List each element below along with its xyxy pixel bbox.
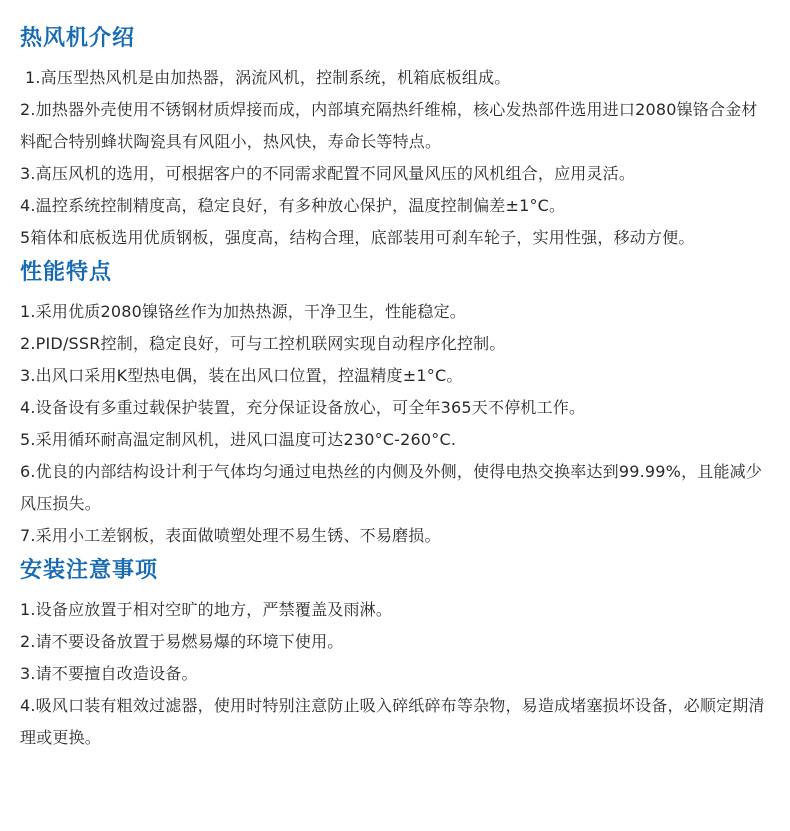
list-item: 3.出风口采用K型热电偶，装在出风口位置，控温精度±1°C。: [20, 366, 463, 385]
list-item: 2.加热器外壳使用不锈钢材质焊接而成，内部填充隔热纤维棉，核心发热部件选用进口2080镍铬合金材料配合特别蜂状陶瓷具有风阻小，热风快，寿命长等特点。: [20, 100, 758, 151]
list-item: 1.设备应放置于相对空旷的地方，严禁覆盖及雨淋。: [20, 600, 393, 619]
installation-notes-list: [20, 594, 768, 754]
list-item: 1.高压型热风机是由加热器，涡流风机，控制系统，机箱底板组成。: [25, 68, 511, 87]
list-item: 5.采用循环耐高温定制风机，进风口温度可达230°C-260°C.: [20, 430, 457, 449]
list-item: 2.PID/SSR控制，稳定良好，可与工控机联网实现自动程序化控制。: [20, 334, 506, 353]
section-introduction: [20, 22, 768, 254]
list-item: 7.采用小工差钢板，表面做喷塑处理不易生锈、不易磨损。: [20, 526, 441, 545]
section-title-features: 性能特点: [20, 260, 113, 285]
list-item: 4.吸风口装有粗效过滤器，使用时特别注意防止吸入碎纸碎布等杂物，易造成堵塞损坏设备，必顺定期清理或更换。: [20, 696, 765, 747]
introduction-list: [20, 62, 768, 254]
list-item: 6.优良的内部结构设计利于气体均匀通过电热丝的内侧及外侧，使得电热交换率达到99.99%，且能减少风压损失。: [20, 462, 763, 513]
list-item: 4.设备设有多重过载保护装置，充分保证设备放心，可全年365天不停机工作。: [20, 398, 586, 417]
list-item: 4.温控系统控制精度高，稳定良好，有多种放心保护，温度控制偏差±1°C。: [20, 196, 566, 215]
section-title-introduction: 热风机介绍: [20, 26, 136, 51]
section-installation-notes: [20, 554, 768, 754]
features-list: [20, 296, 768, 552]
list-item: 3.请不要擅自改造设备。: [20, 664, 198, 683]
section-title-installation-notes: 安装注意事项: [20, 558, 159, 583]
list-item: 1.采用优质2080镍铬丝作为加热热源，干净卫生，性能稳定。: [20, 302, 466, 321]
section-features: [20, 256, 768, 552]
list-item: 2.请不要设备放置于易燃易爆的环境下使用。: [20, 632, 344, 651]
list-item: 3.高压风机的选用，可根据客户的不同需求配置不同风量风压的风机组合，应用灵活。: [20, 164, 636, 183]
list-item: 5箱体和底板选用优质钢板，强度高，结构合理，底部装用可刹车轮子，实用性强，移动方便。: [20, 228, 695, 247]
